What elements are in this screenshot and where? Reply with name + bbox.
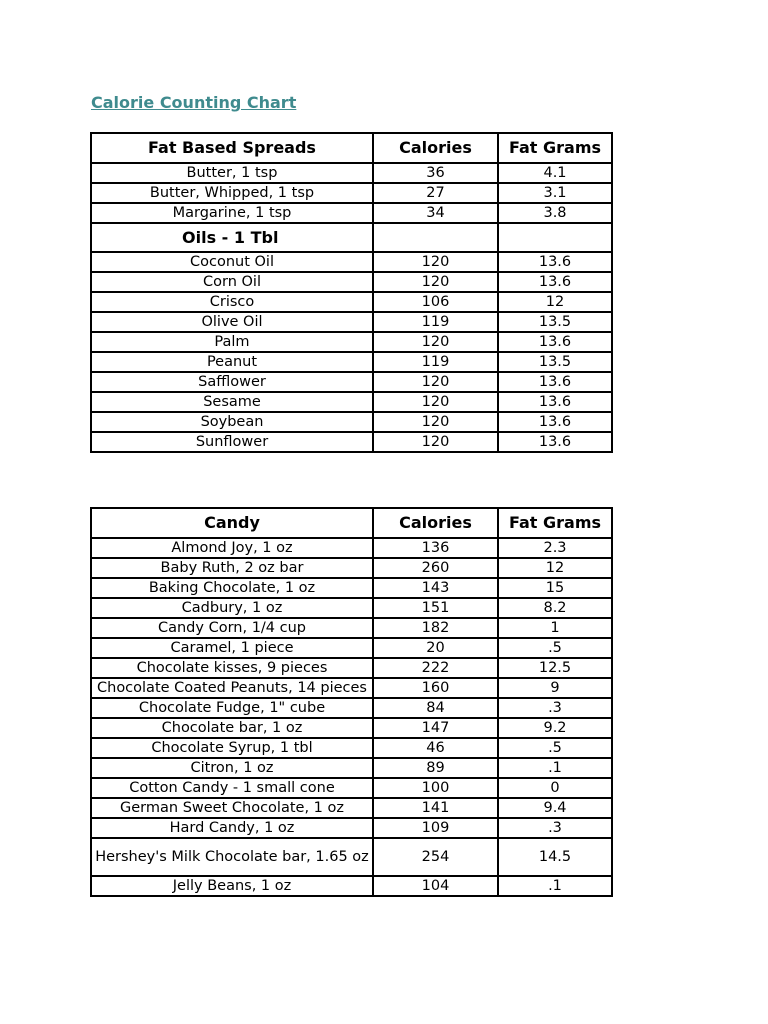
calories-cell: 84: [373, 698, 498, 718]
empty-cell: [498, 223, 612, 252]
page-title[interactable]: Calorie Counting Chart: [91, 93, 297, 112]
calories-cell: 89: [373, 758, 498, 778]
calories-cell: 120: [373, 412, 498, 432]
calories-cell: 27: [373, 183, 498, 203]
fat-grams-cell: 15: [498, 578, 612, 598]
item-cell: Cadbury, 1 oz: [91, 598, 373, 618]
calories-cell: 160: [373, 678, 498, 698]
item-cell: Butter, Whipped, 1 tsp: [91, 183, 373, 203]
calories-cell: 120: [373, 332, 498, 352]
item-cell: Crisco: [91, 292, 373, 312]
fat-grams-cell: .5: [498, 638, 612, 658]
table-row: [91, 252, 612, 272]
calories-cell: 109: [373, 818, 498, 838]
calories-header: Calories: [373, 133, 498, 163]
fat-grams-cell: 3.8: [498, 203, 612, 223]
calories-cell: 147: [373, 718, 498, 738]
item-cell: Coconut Oil: [91, 252, 373, 272]
item-cell: Hard Candy, 1 oz: [91, 818, 373, 838]
table-row: [91, 738, 612, 758]
table-row: [91, 372, 612, 392]
fat-grams-cell: 2.3: [498, 538, 612, 558]
fat-grams-cell: 13.5: [498, 312, 612, 332]
fat-grams-cell: .3: [498, 698, 612, 718]
fat-grams-cell: .1: [498, 758, 612, 778]
item-cell: Baking Chocolate, 1 oz: [91, 578, 373, 598]
item-cell: Corn Oil: [91, 272, 373, 292]
fat-grams-cell: 13.6: [498, 332, 612, 352]
fat-spreads-table: [90, 132, 613, 453]
table-row: [91, 412, 612, 432]
item-header: Fat Based Spreads: [91, 133, 373, 163]
item-cell: Citron, 1 oz: [91, 758, 373, 778]
table-row: [91, 332, 612, 352]
fat-grams-cell: .5: [498, 738, 612, 758]
fat-grams-cell: 8.2: [498, 598, 612, 618]
item-cell: Cotton Candy - 1 small cone: [91, 778, 373, 798]
table-row: [91, 558, 612, 578]
item-header: Candy: [91, 508, 373, 538]
table-row: [91, 538, 612, 558]
item-cell: Palm: [91, 332, 373, 352]
table-header-row: [91, 508, 612, 538]
table-row: [91, 838, 612, 876]
item-cell: Chocolate bar, 1 oz: [91, 718, 373, 738]
calories-cell: 120: [373, 272, 498, 292]
fat-grams-cell: 4.1: [498, 163, 612, 183]
fat-grams-cell: 13.6: [498, 252, 612, 272]
fat-grams-cell: 9.2: [498, 718, 612, 738]
item-cell: Peanut: [91, 352, 373, 372]
calories-cell: 151: [373, 598, 498, 618]
calories-cell: 36: [373, 163, 498, 183]
item-cell: Chocolate Coated Peanuts, 14 pieces: [91, 678, 373, 698]
table-row: [91, 798, 612, 818]
table-row: [91, 578, 612, 598]
item-cell: Almond Joy, 1 oz: [91, 538, 373, 558]
oils-subheader: Oils - 1 Tbl: [91, 223, 373, 252]
calories-cell: 120: [373, 392, 498, 412]
calories-cell: 222: [373, 658, 498, 678]
empty-cell: [373, 223, 498, 252]
calories-cell: 46: [373, 738, 498, 758]
calories-header: Calories: [373, 508, 498, 538]
table-header-row: [91, 133, 612, 163]
table-row: [91, 876, 612, 896]
fat-grams-cell: 12.5: [498, 658, 612, 678]
table-row: [91, 292, 612, 312]
table-row: [91, 183, 612, 203]
fat-grams-cell: 13.5: [498, 352, 612, 372]
item-cell: Chocolate kisses, 9 pieces: [91, 658, 373, 678]
item-cell: Soybean: [91, 412, 373, 432]
item-cell: Caramel, 1 piece: [91, 638, 373, 658]
calories-cell: 254: [373, 838, 498, 876]
table-row: [91, 658, 612, 678]
calories-cell: 34: [373, 203, 498, 223]
fat-grams-cell: 13.6: [498, 432, 612, 452]
item-cell: Candy Corn, 1/4 cup: [91, 618, 373, 638]
fat-grams-cell: 13.6: [498, 372, 612, 392]
calories-cell: 20: [373, 638, 498, 658]
item-cell: German Sweet Chocolate, 1 oz: [91, 798, 373, 818]
table-row: [91, 203, 612, 223]
fat-grams-cell: 9.4: [498, 798, 612, 818]
table-row: [91, 392, 612, 412]
fat-grams-cell: 1: [498, 618, 612, 638]
table-row: [91, 758, 612, 778]
item-cell: Safflower: [91, 372, 373, 392]
table-row: [91, 598, 612, 618]
fat-grams-cell: 9: [498, 678, 612, 698]
table-row: [91, 272, 612, 292]
fat-grams-cell: 13.6: [498, 392, 612, 412]
table-row: [91, 818, 612, 838]
calories-cell: 104: [373, 876, 498, 896]
item-cell: Butter, 1 tsp: [91, 163, 373, 183]
table-row: [91, 678, 612, 698]
item-cell: Olive Oil: [91, 312, 373, 332]
table-row: [91, 638, 612, 658]
item-cell: Jelly Beans, 1 oz: [91, 876, 373, 896]
table-row: [91, 432, 612, 452]
item-cell: Sesame: [91, 392, 373, 412]
item-cell: Chocolate Fudge, 1" cube: [91, 698, 373, 718]
candy-table: [90, 507, 613, 897]
table-row: [91, 698, 612, 718]
fat-grams-cell: 13.6: [498, 412, 612, 432]
section-subheader-row: [91, 223, 612, 252]
table-row: [91, 718, 612, 738]
fat-grams-cell: 13.6: [498, 272, 612, 292]
item-cell: Hershey's Milk Chocolate bar, 1.65 oz: [91, 838, 373, 876]
fat-grams-cell: .1: [498, 876, 612, 896]
fat-grams-cell: 12: [498, 292, 612, 312]
calories-cell: 100: [373, 778, 498, 798]
calories-cell: 182: [373, 618, 498, 638]
calories-cell: 120: [373, 252, 498, 272]
fat-grams-cell: 0: [498, 778, 612, 798]
calories-cell: 136: [373, 538, 498, 558]
calories-cell: 120: [373, 372, 498, 392]
fat-grams-cell: 3.1: [498, 183, 612, 203]
calories-cell: 143: [373, 578, 498, 598]
table-row: [91, 778, 612, 798]
item-cell: Baby Ruth, 2 oz bar: [91, 558, 373, 578]
calories-cell: 119: [373, 352, 498, 372]
table-row: [91, 163, 612, 183]
calories-cell: 119: [373, 312, 498, 332]
item-cell: Chocolate Syrup, 1 tbl: [91, 738, 373, 758]
table-row: [91, 618, 612, 638]
fat-grams-header: Fat Grams: [498, 133, 612, 163]
fat-grams-header: Fat Grams: [498, 508, 612, 538]
calories-cell: 106: [373, 292, 498, 312]
fat-grams-cell: 12: [498, 558, 612, 578]
fat-grams-cell: 14.5: [498, 838, 612, 876]
item-cell: Margarine, 1 tsp: [91, 203, 373, 223]
calories-cell: 141: [373, 798, 498, 818]
table-row: [91, 312, 612, 332]
fat-grams-cell: .3: [498, 818, 612, 838]
item-cell: Sunflower: [91, 432, 373, 452]
calories-cell: 120: [373, 432, 498, 452]
calories-cell: 260: [373, 558, 498, 578]
table-row: [91, 352, 612, 372]
